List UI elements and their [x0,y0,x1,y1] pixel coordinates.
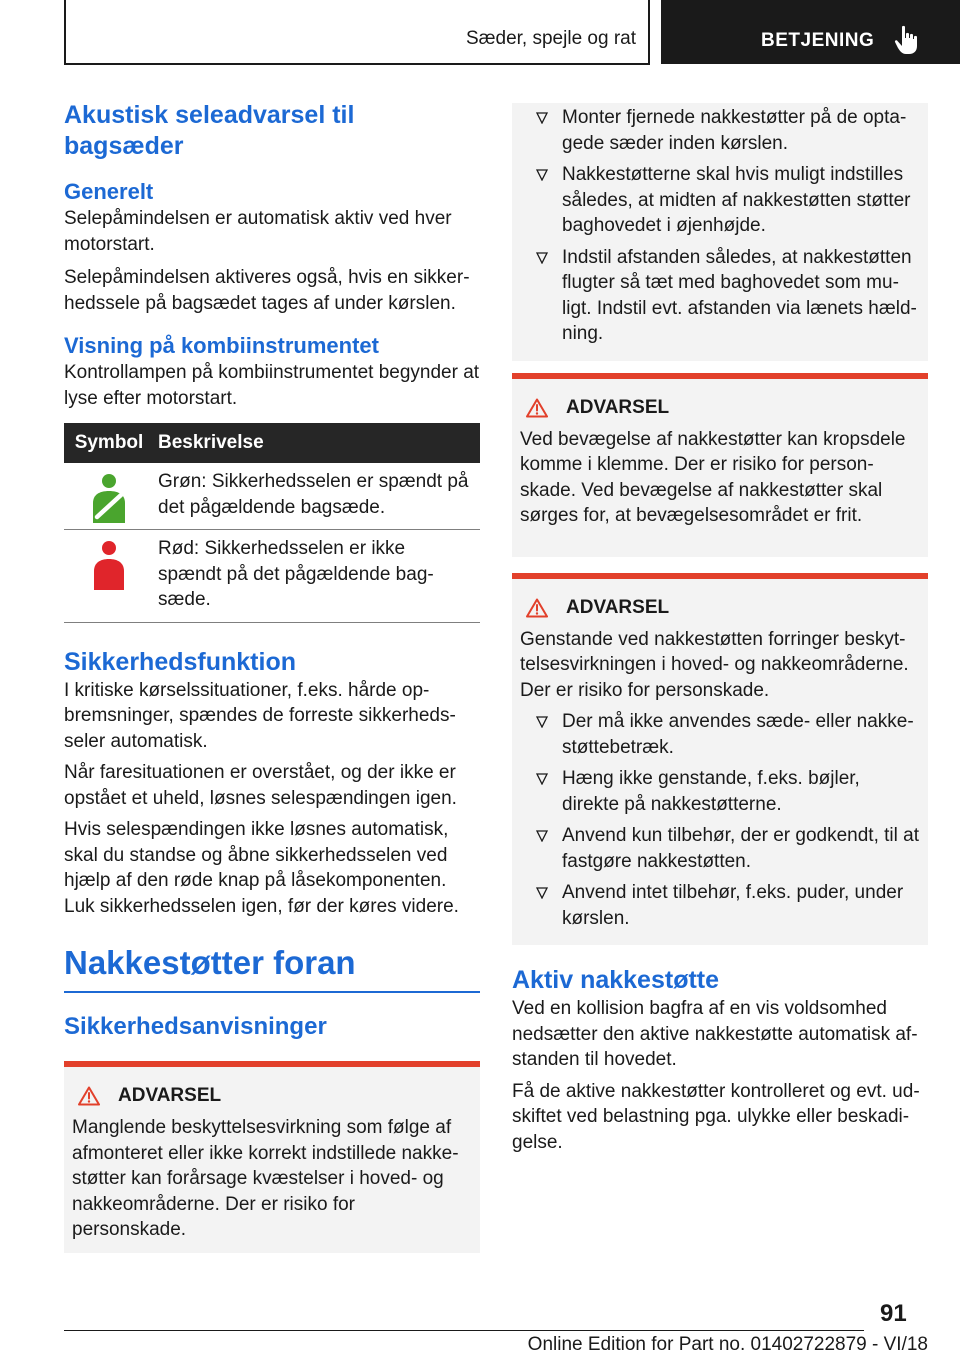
warning-triangle-icon [526,398,548,418]
paragraph-safety-function-2: Når faresituationen er overstået, og der ikke er opstået et uheld, løsnes selespændingen igen. [64,762,457,809]
list-item: Monter fjernede nakkestøtter på de optagede sæder inden kørslen. [520,105,920,156]
footer-rule [64,1330,864,1331]
hand-pointer-icon [893,24,921,56]
seatbelt-fastened-green-icon [89,473,129,529]
list-item: Anvend kun tilbehør, der er godkendt, til at fastgøre nakkestøtten. [520,823,920,874]
paragraph-active-headrest-1: Ved en kollision bagfra af en vis voldsomhed nedsætter den aktive nakkestøtte automatisk afstanden til hovedet. [512,998,918,1070]
warning-box [512,373,928,557]
warning-triangle-icon [78,1086,100,1106]
triangle-bullet-icon [536,773,548,785]
heading-underline [64,991,480,993]
paragraph-safety-function-3: Hvis selespændingen ikke løsnes automatisk, skal du standse og åbne sikkerhedsselen ved hjælp af den røde knap på låsekomponenten. Luk sikkerhedsselen igen, før der køres videre. [64,819,459,917]
heading-active-headrest: Aktiv nakkestøtte [512,966,720,994]
paragraph-general-2: Selepåmindelsen aktiveres også, hvis en sikkerhedssele på bagsædet tages af under kørslen. [64,267,470,314]
table-row [64,463,480,530]
headrest-instructions-list [520,105,920,347]
page-number: 91 [880,1300,907,1327]
heading-safety-function: Sikkerhedsfunktion [64,647,296,676]
warning-text: Ved bevægelse af nakkestøtter kan kropsdele komme i klemme. Der er risiko for personskade. Ved bevægelse af nakkestøtter skal sørges for, at bevægelsesområdet er frit. [520,428,906,526]
paragraph-instrument-display: Kontrollampen på kombiinstrumentet begynder at lyse efter motorstart. [64,362,480,409]
warning-title [72,1085,472,1107]
triangle-bullet-icon [536,830,548,842]
warning-box [512,573,928,946]
table-cell-description: Rød: Sikkerhedsselen er ikke spændt på det pågældende bagsæde. [158,538,434,610]
list-item: Indstil afstanden således, at nakkestøtten flugter så tæt med baghovedet som muligt. Indstil evt. afstanden via lænets hældning. [520,245,920,347]
triangle-bullet-icon [536,887,548,899]
paragraph-active-headrest-2: Få de aktive nakkestøtter kontrolleret og evt. udskiftet ved belastning pga. ulykke eller beskadigelse. [512,1080,920,1153]
left-column [64,100,480,1253]
heading-acoustic-seatbelt-warning: Akustisk seleadvarsel til bagsæder [64,101,355,160]
symbol-table-header [64,423,480,463]
heading-instrument-display: Visning på kombiinstrumentet [64,333,379,358]
paragraph-general-1: Selepåmindelsen er automatisk aktiv ved hver motorstart. [64,208,452,255]
warning-label: ADVARSEL [566,596,670,618]
table-cell-description: Grøn: Sikkerhedsselen er spændt på det pågældende bagsæde. [158,471,469,518]
triangle-bullet-icon [536,112,548,124]
warning-title [520,397,920,419]
paragraph-safety-function-1: I kritiske kørselssituationer, f.eks. hårde opbremsninger, spændes de forreste sikkerhedsseler automatisk. [64,679,456,752]
heading-general: Generelt [64,179,154,204]
header-bottom-border [64,63,650,65]
column-header-symbol: Symbol [74,432,144,453]
right-column [512,103,928,1155]
triangle-bullet-icon [536,716,548,728]
header-section-title: Sæder, spejle og rat [465,28,636,49]
header-right-border [648,0,650,64]
heading-front-headrests: Nakkestøtter foran [64,944,356,981]
list-item: Nakkestøtterne skal hvis muligt indstilles således, at midten af nakkestøtten støtter baghovedet i øjenhøjde. [520,162,920,239]
warning-box [64,1061,480,1253]
header-chapter-tab[interactable] [661,0,960,64]
warning-label: ADVARSEL [566,396,670,418]
warning-bullet-list [520,709,920,931]
table-row [64,530,480,623]
warning-label: ADVARSEL [118,1085,222,1106]
heading-safety-notes: Sikkerhedsanvisninger [64,1013,327,1040]
list-item: Hæng ikke genstande, f.eks. bøjler, direkte på nakkestøtterne. [520,766,920,817]
triangle-bullet-icon [536,169,548,181]
warning-triangle-icon [526,598,548,618]
warning-title [520,597,920,619]
footer-edition: Online Edition for Part no. 01402722879 - VI/18 [527,1334,928,1355]
headrest-instructions-box [512,103,928,361]
triangle-bullet-icon [536,252,548,264]
list-item: Der må ikke anvendes sæde- eller nakkestøttebetræk. [520,709,920,760]
warning-text: Manglende beskyttelsesvirkning som følge af afmonteret eller ikke korrekt indstillede nakkestøtter kan forårsage kvæstelser i hoved- og nakkeområderne. Der er risiko for personskade. [72,1117,459,1240]
column-header-description: Beskrivelse [158,432,264,453]
seatbelt-unfastened-red-icon [89,540,129,596]
header-chapter-label: BETJENING [761,30,875,51]
warning-text: Genstande ved nakkestøtten forringer beskyttelsesvirkningen i hoved- og nakkeområderne. Der er risiko for personskade. [520,628,909,701]
list-item: Anvend intet tilbehør, f.eks. puder, under kørslen. [520,880,920,931]
symbol-table [64,423,480,623]
